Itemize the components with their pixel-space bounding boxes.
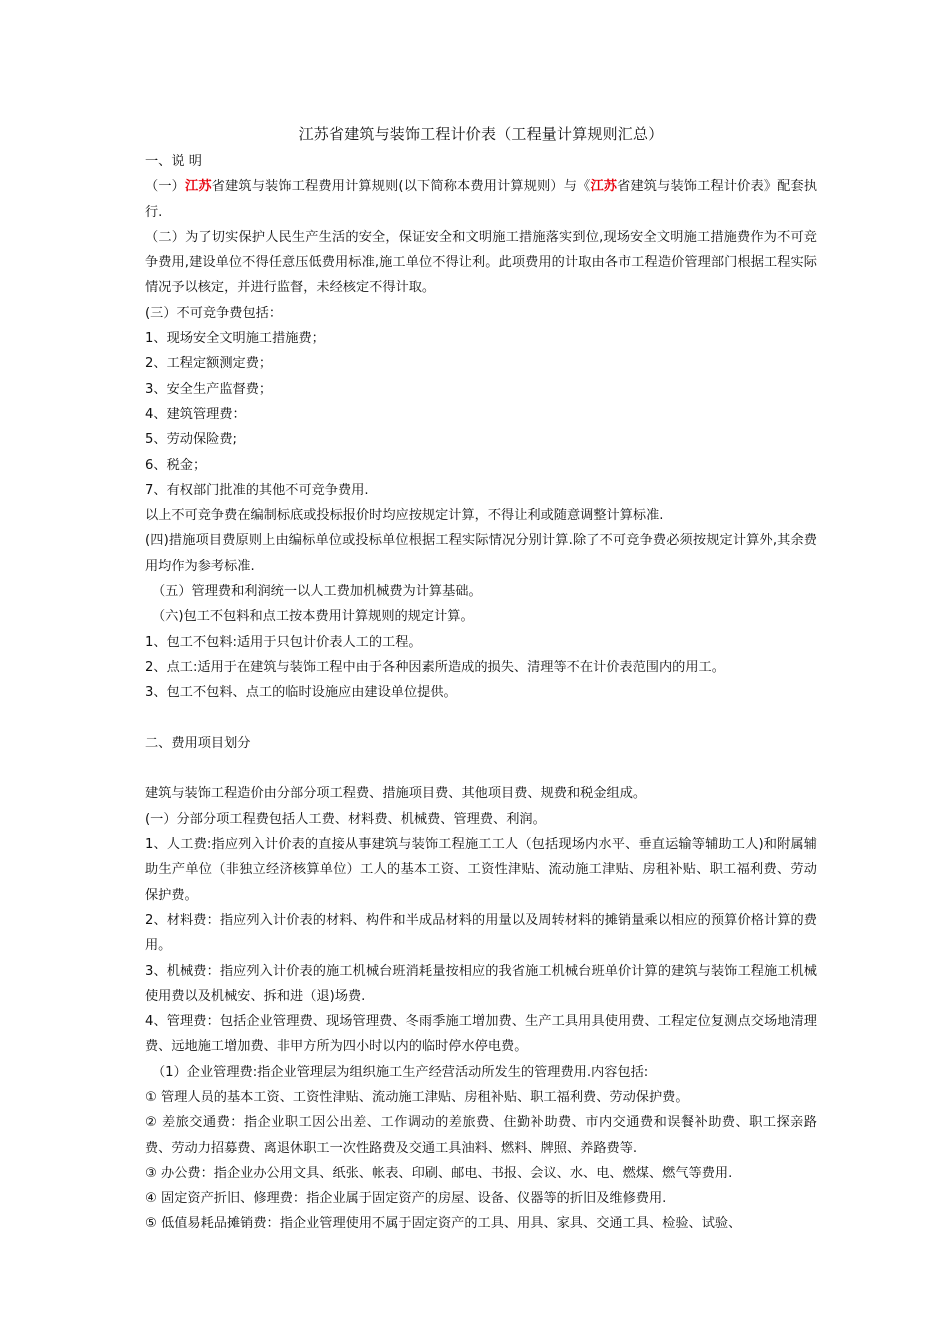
list-item: 5、劳动保险费; [145,432,237,448]
section2-paragraph-3: 1、人工费:指应列入计价表的直接从事建筑与装饰工程施工工人（包括现场内水平、垂直运输等辅助工人)和附属辅助生产单位（非独立经济核算单位）工人的基本工资、工资性津贴、流动施工津贴、房租补贴、职工福利费、劳动保护费。 [145,837,817,903]
section2-paragraph-5: 3、机械费：指应列入计价表的施工机械台班消耗量按相应的我省施工机械台班单价计算的建筑与装饰工程施工机械使用费以及机械安、拆和进（退)场费. [145,963,817,1004]
section2-paragraph-2: (一）分部分项工程费包括人工费、材料费、机械费、管理费、利润。 [145,811,546,827]
list-item: 7、有权部门批准的其他不可竞争费用. [145,482,369,498]
list-item: 2、工程定额测定费； [145,356,273,372]
section1-paragraph-3: (三）不可竞争费包括： [145,305,283,321]
section2-paragraph-4: 2、材料费：指应列入计价表的材料、构件和半成品材料的用量以及周转材料的摊销量乘以相应的预算价格计算的费用。 [145,912,817,954]
text-span: 省建筑与装饰工程费用计算规则(以下简称本费用计算规则）与《 [211,179,591,195]
list-item: 3、安全生产监督费； [145,381,273,397]
highlight-jiangsu: 江苏 [590,179,618,195]
section2-paragraph-1: 建筑与装饰工程造价由分部分项工程费、措施项目费、其他项目费、规费和税金组成。 [145,786,647,802]
section2-heading: 二、费用项目划分 [145,735,251,751]
text-span: 省建筑与装饰工程计价表》配套执行. [145,179,818,220]
circled-list-item: ④ 固定资产折旧、修理费：指企业属于固定资产的房屋、设备、仪器等的折旧及维修费用. [145,1191,667,1207]
section1-paragraph-7: （六)包工不包料和点工按本费用计算规则的规定计算。 [152,609,474,625]
section1-paragraph-2: （二）为了切实保护人民生产生活的安全，保证安全和文明施工措施落实到位,现场安全文明施工措施费作为不可竞争费用,建设单位不得任意压低费用标准,施工单位不得让利。此项费用的计取由各市工程造价管理部门根据工程实际情况予以核定，并进行监督，未经核定不得计取。 [145,229,817,296]
section2-paragraph-7: （1）企业管理费:指企业管理层为组织施工生产经营活动所发生的管理费用.内容包括: [152,1064,649,1080]
list-item: 1、现场安全文明施工措施费； [145,331,325,347]
circled-list-item: ② 差旅交通费：指企业职工因公出差、工作调动的差旅费、住勤补助费、市内交通费和误餐补助费、职工探亲路费、劳动力招募费、离退休职工一次性路费及交通工具油料、燃料、牌照、养路费等. [145,1115,817,1156]
section1-heading: 一、说 明 [145,154,202,169]
circled-list-item: ① 管理人员的基本工资、工资性津贴、流动施工津贴、房租补贴、职工福利费、劳动保护费。 [145,1089,689,1105]
list-item: 2、点工:适用于在建筑与装饰工程中由于各种因素所造成的损失、清理等不在计价表范围内的用工。 [145,659,725,675]
circled-list-item: ③ 办公费：指企业办公用文具、纸张、帐表、印刷、邮电、书报、会议、水、电、燃煤、燃气等费用. [145,1165,733,1181]
highlight-jiangsu: 江苏 [185,179,212,195]
list-item: 3、包工不包料、点工的临时设施应由建设单位提供。 [145,685,457,701]
section1-paragraph-5: (四)措施项目费原则上由编标单位或投标单位根据工程实际情况分别计算.除了不可竞争费必须按规定计算外,其余费用均作为参考标准. [145,533,817,574]
spacer [145,756,817,781]
section1-paragraph-4: 以上不可竞争费在编制标底或投标报价时均应按规定计算，不得让利或随意调整计算标准. [145,508,664,524]
document-title: 江苏省建筑与装饰工程计价表（工程量计算规则汇总） [298,125,664,143]
spacer [145,706,817,731]
section2-paragraph-6: 4、管理费：包括企业管理费、现场管理费、冬雨季施工增加费、生产工具用具使用费、工程定位复测点交场地清理费、远地施工增加费、非甲方所为四小时以内的临时停水停电费。 [145,1014,817,1055]
circled-list-item: ⑤ 低值易耗品摊销费：指企业管理使用不属于固定资产的工具、用具、家具、交通工具、检验、试验、 [145,1216,742,1232]
list-item: 4、建筑管理费： [145,406,246,422]
document-page [145,120,817,1237]
list-item: 1、包工不包料:适用于只包计价表人工的工程。 [145,634,422,650]
list-item: 6、税金； [145,457,207,473]
section1-paragraph-1 [145,174,817,225]
section1-paragraph-6: （五）管理费和利润统一以人工费加机械费为计算基础。 [152,584,482,600]
text-span: （一） [145,179,186,195]
